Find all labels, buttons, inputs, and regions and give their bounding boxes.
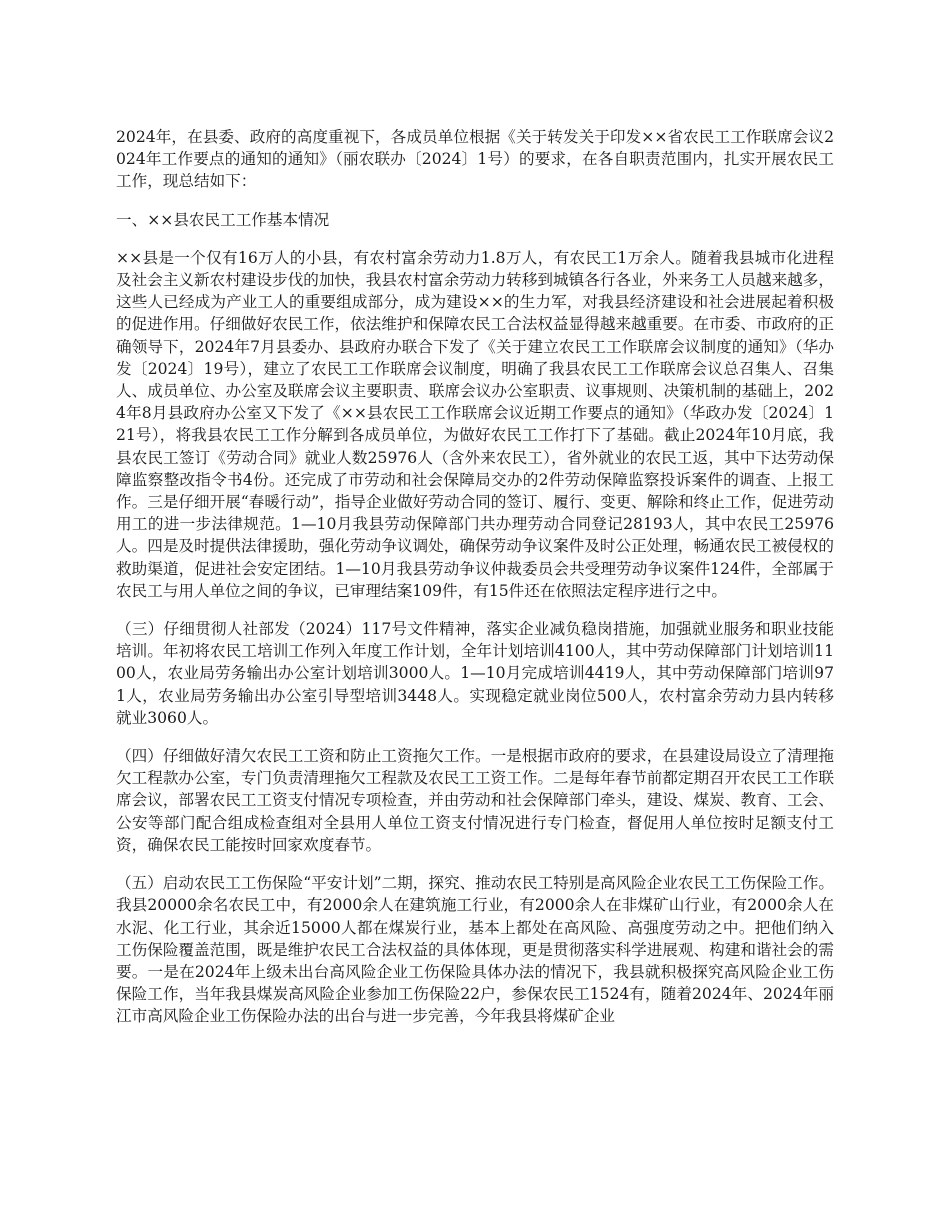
paragraph-basic-situation: ××县是一个仅有16万人的小县，有农村富余劳动力1.8万人，有农民工1万余人。随着我县城市化进程及社会主义新农村建设步伐的加快，我县农村富余劳动力转移到城镇各行各业，外来务工人员越来越多，这些人已经成为产业工人的重要组成部分，成为建设××的生力军，对我县经济建设和社会进展起着积极的促进作用。仔细做好农民工作，依法维护和保障农民工合法权益显得越来越重要。在市委、市政府的正确领导下，2024年7月县委办、县政府办联合下发了《关于建立农民工工作联席会议制度的通知》（华办发〔2024〕19号），建立了农民工工作联席会议制度，明确了我县农民工工作联席会议总召集人、召集人、成员单位、办公室及联席会议主要职责、联席会议办公室职责、议事规则、决策机制的基础上，2024年8月县政府办公室又下发了《××县农民工工作联席会议近期工作要点的通知》（华政办发〔2024〕121号），将我县农民工工作分解到各成员单位，为做好农民工工作打下了基础。截止2024年10月底，我县农民工签订《劳动合同》就业人数25976人（含外来农民工），省外就业的农民工返，其中下达劳动保障监察整改指令书4份。还完成了市劳动和社会保障局交办的2件劳动保障监察投诉案件的调查、上报工作。三是仔细开展“春暖行动”，指导企业做好劳动合同的签订、履行、变更、解除和终止工作，促进劳动用工的进一步法律规范。1—10月我县劳动保障部门共办理劳动合同登记28193人，其中农民工25976人。四是及时提供法律援助，强化劳动争议调处，确保劳动争议案件及时公正处理，畅通农民工被侵权的救助渠道，促进社会安定团结。1—10月我县劳动争议仲裁委员会共受理劳动争议案件124件，全部属于农民工与用人单位之间的争议，已审理结案109件，有15件还在依照法定程序进行之中。 [116, 248, 834, 600]
paragraph-injury-insurance: （五）启动农民工工伤保险“平安计划”二期，探究、推动农民工特别是高风险企业农民工工伤保险工作。我县20000余名农民工中，有2000余人在建筑施工行业，有2000余人在非煤矿山行业，有2000余人在水泥、化工行业，其余近15000人都在煤炭行业，基本上都处在高风险、高强度劳动之中。把他们纳入工伤保险覆盖范围，既是维护农民工合法权益的具体体现，更是贯彻落实科学进展观、构建和谐社会的需要。一是在2024年上级未出台高风险企业工伤保险具体办法的情况下，我县就积极探究高风险企业工伤保险工作，当年我县煤炭高风险企业参加工伤保险22户，参保农民工1524有，随着2024年、2024年丽江市高风险企业工伤保险办法的出台与进一步完善，今年我县将煤矿企业 [116, 874, 834, 1026]
paragraph-training: （三）仔细贯彻人社部发（2024）117号文件精神，落实企业减负稳岗措施，加强就业服务和职业技能培训。年初将农民工培训工作列入年度工作计划，全年计划培训4100人，其中劳动保障部门计划培训1100人，农业局劳务输出办公室计划培训3000人。1—10月完成培训4419人，其中劳动保障部门培训971人，农业局劳务输出办公室引导型培训3448人。实现稳定就业岗位500人，农村富余劳动力县内转移就业3060人。 [116, 620, 834, 727]
intro-paragraph: 2024年，在县委、政府的高度重视下，各成员单位根据《关于转发关于印发××省农民工工作联席会议2024年工作要点的通知的通知》（丽农联办〔2024〕1号）的要求，在各自职责范围内，扎实开展农民工工作，现总结如下： [116, 128, 834, 191]
document-page [116, 126, 834, 1044]
paragraph-wage-arrears: （四）仔细做好清欠农民工工资和防止工资拖欠工作。一是根据市政府的要求，在县建设局设立了清理拖欠工程款办公室，专门负责清理拖欠工程款及农民工工资工作。二是每年春节前都定期召开农民工工作联席会议，部署农民工工资支付情况专项检查，并由劳动和社会保障部门牵头，建设、煤炭、教育、工会、公安等部门配合组成检查组对全县用人单位工资支付情况进行专门检查，督促用人单位按时足额支付工资，确保农民工能按时回家欢度春节。 [116, 747, 834, 854]
section-heading: 一、××县农民工工作基本情况 [116, 210, 330, 229]
